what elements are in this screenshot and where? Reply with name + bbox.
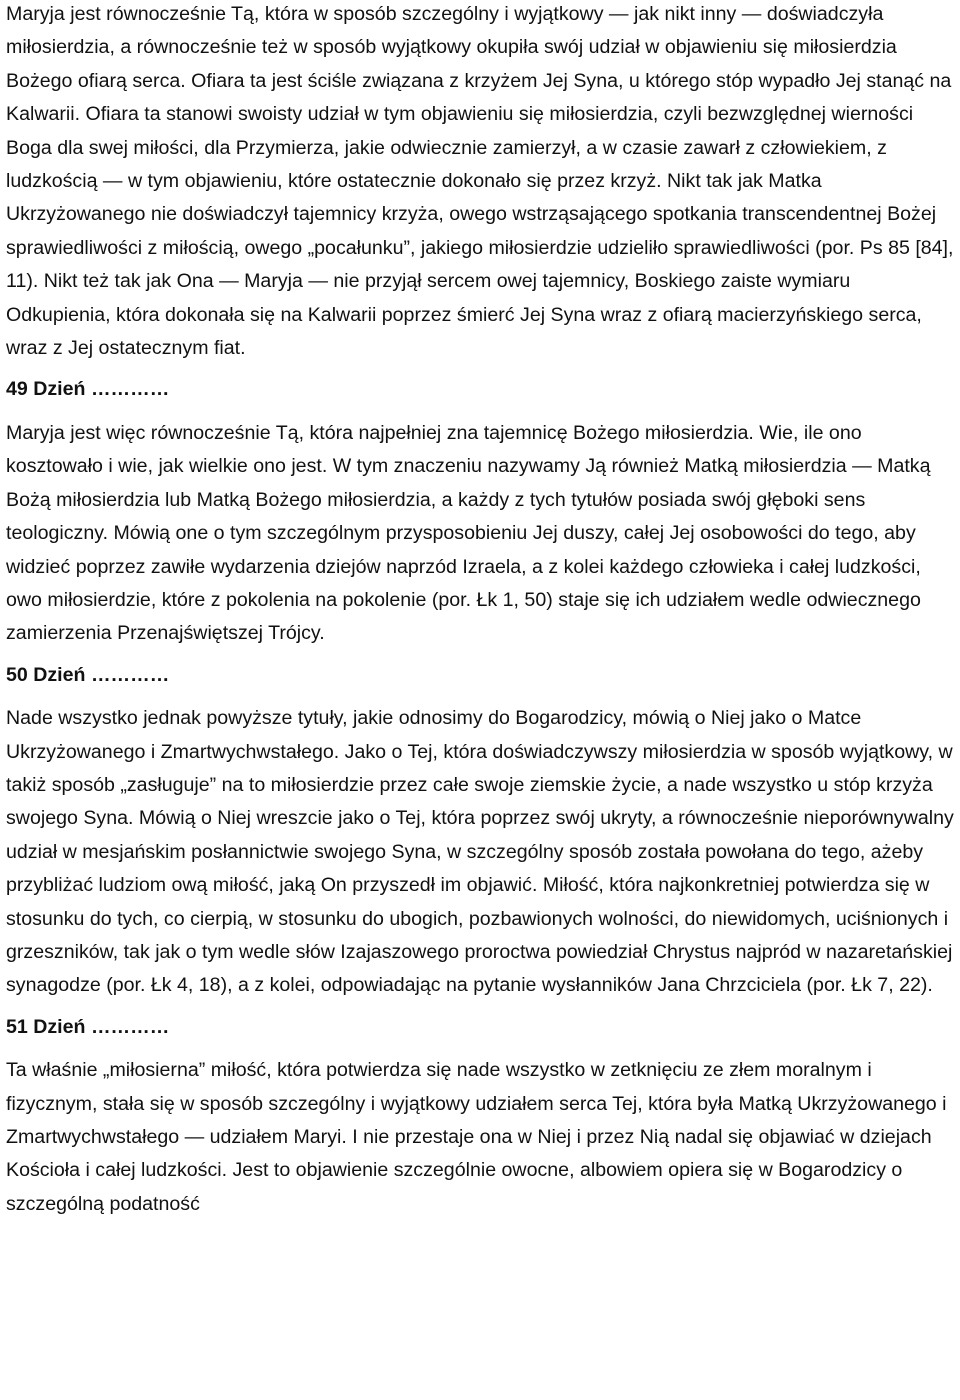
paragraph: Nade wszystko jednak powyższe tytuły, jakie odnosimy do Bogarodzicy, mówią o Niej jako o Matce Ukrzyżowanego i Zmartwychwstałego. Jako o Tej, która doświadczywszy miłosierdzia w sposób wyjątkowy, w takiż sposób „zasługuje” na to miłosierdzie przez całe swoje ziemskie życie, a nade wszystko u stóp krzyża swojego Syna. Mówią o Niej wreszcie jako o Tej, która poprzez swój ukryty, a równocześnie nieporównywalny udział w mesjańskim posłannictwie swojego Syna, w szczególny sposób została powołana do tego, ażeby przybliżać ludziom ową miłość, jaką On przyszedł im objawić. Miłość, która najkonkretniej potwierdza się w stosunku do tych, co cierpią, w stosunku do ubogich, pozbawionych wolności, do niewidomych, uciśnionych i grzeszników, tak jak o tym wedle słów Izajaszowego proroctwa powiedział Chrystus najpród w nazaretańskiej synagodze (por. Łk 4, 18), a z kolei, odpowiadając na pytanie wysłanników Jana Chrzciciela (por. Łk 7, 22). <box>6 707 954 997</box>
section-heading: 50 Dzień ………… <box>6 663 170 686</box>
paragraph: Ta właśnie „miłosierna” miłość, która potwierdza się nade wszystko w zetknięciu ze złem moralnym i fizycznym, stała się w sposób szczególny i wyjątkowy udziałem serca Tej, która była Matką Ukrzyżowanego i Zmartwychwstałego — udziałem Maryi. I nie przestaje ona w Niej i przez Nią nadal się objawiać w dziejach Kościoła i całej ludzkości. Jest to objawienie szczególnie owocne, albowiem opiera się w Bogarodzicy o szczególną podatność <box>6 1059 947 1215</box>
section-heading: 49 Dzień ………… <box>6 378 170 401</box>
section-day-50 <box>6 659 956 1003</box>
paragraph: Maryja jest równocześnie Tą, która w sposób szczególny i wyjątkowy — jak nikt inny — doświadczyła miłosierdzia, a równocześnie też w sposób wyjątkowy okupiła swój udział w objawieniu się miłosierdzia Bożego ofiarą serca. Ofiara ta jest ściśle związana z krzyżem Jej Syna, u którego stóp wypadło Jej stanąć na Kalwarii. Ofiara ta stanowi swoisty udział w tym objawieniu się miłosierdzia, czyli bezwzględnej wierności Boga dla swej miłości, dla Przymierza, jakie odwiecznie zamierzył, a w czasie zawarł z człowiekiem, z ludzkością — w tym objawieniu, które ostatecznie dokonało się przez krzyż. Nikt tak jak Matka Ukrzyżowanego nie doświadczył tajemnicy krzyża, owego wstrząsającego spotkania transcendentnej Bożej sprawiedliwości z miłością, owego „pocałunku”, jakiego miłosierdzie udzieliło sprawiedliwości (por. Ps 85 [84], 11). Nikt też tak jak Ona — Maryja — nie przyjął sercem owej tajemnicy, Boskiego zaiste wymiaru Odkupienia, która dokonała się na Kalwarii poprzez śmierć Jej Syna wraz z ofiarą macierzyńskiego serca, wraz z Jej ostatecznym fiat. <box>6 3 954 360</box>
paragraph: Maryja jest więc równocześnie Tą, która najpełniej zna tajemnicę Bożego miłosierdzia. Wie, ile ono kosztowało i wie, jak wielkie ono jest. W tym znaczeniu nazywamy Ją również Matką miłosierdzia — Matką Bożą miłosierdzia lub Matką Bożego miłosierdzia, a każdy z tych tytułów posiada swój głęboki sens teologiczny. Mówią one o tym szczególnym przysposobieniu Jej duszy, całej Jej osobowości do tego, aby widzieć poprzez zawiłe wydarzenia dziejów naprzód Izraela, a z kolei każdego człowieka i całej ludzkości, owo miłosierdzie, które z pokolenia na pokolenie (por. Łk 1, 50) staje się ich udziałem wedle odwiecznego zamierzenia Przenajświętszej Trójcy. <box>6 421 931 645</box>
section-day-51 <box>6 1011 956 1221</box>
section-heading: 51 Dzień ………… <box>6 1015 170 1038</box>
section-intro <box>6 0 956 365</box>
section-day-49 <box>6 373 956 650</box>
